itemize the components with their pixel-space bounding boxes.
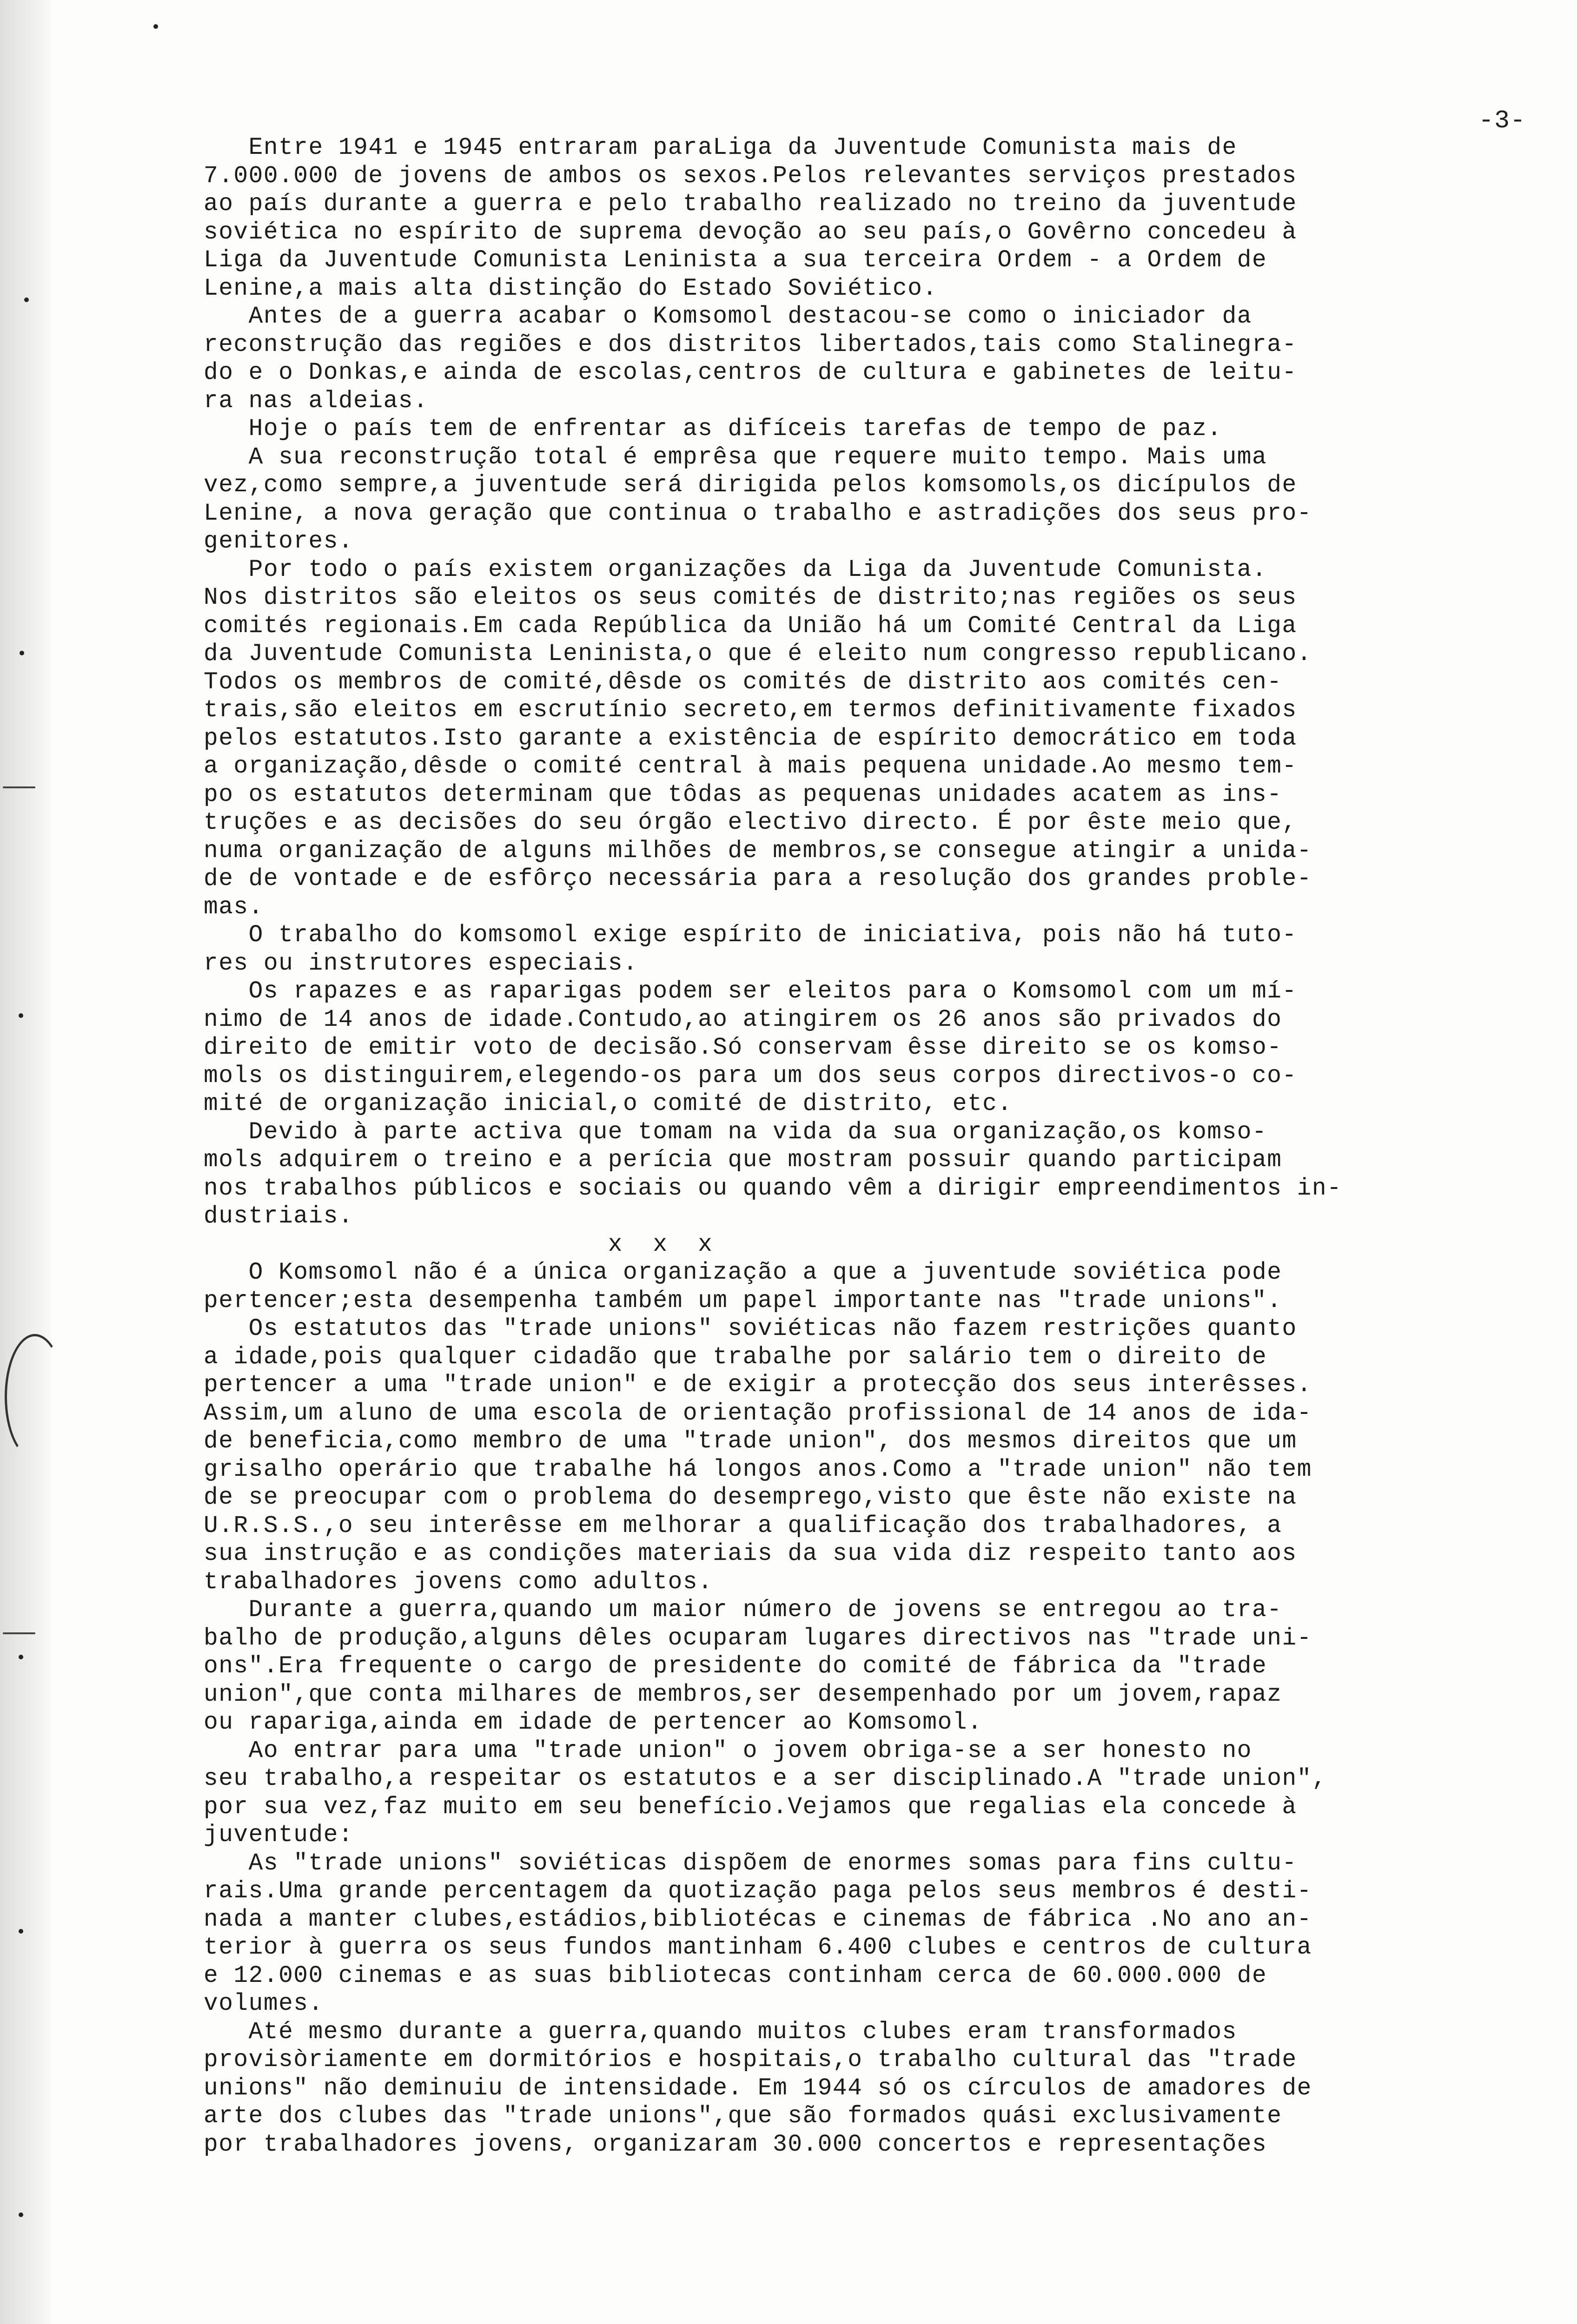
text-line: As "trade unions" soviéticas dispõem de enormes somas para fins cultu- <box>204 1849 1297 1877</box>
text-line: de se preocupar com o problema do desemprego,visto que êste não existe na <box>204 1484 1297 1511</box>
text-line: truções e as decisões do seu órgão electivo directo. É por êste meio que, <box>204 809 1297 836</box>
text-line: trais,são eleitos em escrutínio secreto,em termos definitivamente fixados <box>204 696 1297 724</box>
text-line: Devido à parte activa que tomam na vida da sua organização,os komso- <box>204 1118 1267 1146</box>
text-line: Lenine,a mais alta distinção do Estado Soviético. <box>204 274 938 302</box>
text-line: O trabalho do komsomol exige espírito de iniciativa, pois não há tuto- <box>204 921 1297 949</box>
text-line: ra nas aldeias. <box>204 387 429 415</box>
text-line: ou rapariga,ainda em idade de pertencer ao Komsomol. <box>204 1709 983 1736</box>
text-line: ons".Era frequente o cargo de presidente do comité de fábrica da "trade <box>204 1652 1267 1680</box>
text-line: 7.000.000 de jovens de ambos os sexos.Pelos relevantes serviços prestados <box>204 162 1297 190</box>
text-line: comités regionais.Em cada República da União há um Comité Central da Liga <box>204 612 1297 640</box>
text-line: nos trabalhos públicos e sociais ou quando vêm a dirigir empreendimentos in- <box>204 1174 1342 1202</box>
margin-dash <box>3 786 35 788</box>
binding-ring-mark <box>5 1334 65 1459</box>
text-line: nada a manter clubes,estádios,bibliotécas e cinemas de fábrica .No ano an- <box>204 1905 1312 1933</box>
text-line: pertencer a uma "trade union" e de exigir a protecção dos seus interêsses. <box>204 1371 1312 1399</box>
text-line: mols adquirem o treino e a perícia que mostram possuir quando participam <box>204 1146 1282 1174</box>
text-line: res ou instrutores especiais. <box>204 949 638 977</box>
text-line: Nos distritos são eleitos os seus comités de distrito;nas regiões os seus <box>204 584 1297 611</box>
text-line: e 12.000 cinemas e as suas bibliotecas continham cerca de 60.000.000 de <box>204 1961 1267 1989</box>
text-line: Liga da Juventude Comunista Leninista a sua terceira Ordem - a Ordem de <box>204 246 1267 274</box>
text-line: juventude: <box>204 1821 354 1849</box>
text-line: provisòriamente em dormitórios e hospitais,o trabalho cultural das "trade <box>204 2046 1297 2073</box>
text-line: ao país durante a guerra e pelo trabalho realizado no treino da juventude <box>204 190 1297 218</box>
text-line: balho de produção,alguns dêles ocuparam lugares directivos nas "trade uni- <box>204 1624 1312 1652</box>
margin-dash <box>3 1632 35 1634</box>
text-line: Entre 1941 e 1945 entraram paraLiga da Juventude Comunista mais de <box>204 134 1237 161</box>
text-line: trabalhadores jovens como adultos. <box>204 1568 713 1596</box>
text-line: A sua reconstrução total é emprêsa que requere muito tempo. Mais uma <box>204 443 1267 471</box>
text-line: pelos estatutos.Isto garante a existência de espírito democrático em toda <box>204 724 1297 752</box>
text-line: seu trabalho,a respeitar os estatutos e a ser disciplinado.A "trade union", <box>204 1765 1327 1792</box>
margin-mark <box>19 1929 23 1934</box>
text-line: por sua vez,faz muito em seu benefício.Vejamos que regalias ela concede à <box>204 1793 1297 1821</box>
text-line: Ao entrar para uma "trade union" o jovem obriga-se a ser honesto no <box>204 1736 1252 1764</box>
body-text <box>204 134 1524 2159</box>
left-edge-shadow <box>0 0 51 2324</box>
text-line: numa organização de alguns milhões de membros,se consegue atingir a unida- <box>204 837 1312 865</box>
text-line: Os rapazes e as raparigas podem ser eleitos para o Komsomol com um mí- <box>204 977 1297 1005</box>
text-line: union",que conta milhares de membros,ser desempenhado por um jovem,rapaz <box>204 1680 1282 1708</box>
text-line: arte dos clubes das "trade unions",que são formados quási exclusivamente <box>204 2102 1282 2130</box>
text-line: terior à guerra os seus fundos mantinham 6.400 clubes e centros de cultura <box>204 1934 1312 1961</box>
text-line: do e o Donkas,e ainda de escolas,centros de cultura e gabinetes de leitu- <box>204 359 1297 386</box>
text-line: da Juventude Comunista Leninista,o que é eleito num congresso republicano. <box>204 640 1312 667</box>
text-line: Lenine, a nova geração que continua o trabalho e astradições dos seus pro- <box>204 499 1312 527</box>
text-line: Durante a guerra,quando um maior número de jovens se entregou ao tra- <box>204 1596 1282 1624</box>
text-line: genitores. <box>204 528 354 555</box>
text-line: por trabalhadores jovens, organizaram 30.000 concertos e representações <box>204 2130 1267 2158</box>
text-line: mité de organização inicial,o comité de distrito, etc. <box>204 1090 1013 1117</box>
text-line: po os estatutos determinam que tôdas as pequenas unidades acatem as ins- <box>204 780 1282 808</box>
text-line: direito de emitir voto de decisão.Só conservam êsse direito se os komso- <box>204 1034 1282 1061</box>
text-line: U.R.S.S.,o seu interêsse em melhorar a qualificação dos trabalhadores, a <box>204 1512 1282 1539</box>
text-line: mols os distinguirem,elegendo-os para um dos seus corpos directivos-o co- <box>204 1062 1297 1089</box>
section-separator: x x x <box>204 1230 713 1258</box>
text-line: grisalho operário que trabalhe há longos anos.Como a "trade union" não tem <box>204 1455 1312 1483</box>
text-line: mas. <box>204 893 264 921</box>
text-line: Por todo o país existem organizações da Liga da Juventude Comunista. <box>204 555 1267 583</box>
text-line: soviética no espírito de suprema devoção ao seu país,o Govêrno concedeu à <box>204 218 1297 246</box>
text-line: nimo de 14 anos de idade.Contudo,ao atingirem os 26 anos são privados do <box>204 1005 1282 1033</box>
text-line: de de vontade e de esfôrço necessária para a resolução dos grandes proble- <box>204 865 1312 892</box>
text-line: vez,como sempre,a juventude será dirigida pelos komsomols,os dicípulos de <box>204 471 1297 499</box>
text-line: Todos os membros de comité,dêsde os comités de distrito aos comités cen- <box>204 668 1282 696</box>
text-line: Antes de a guerra acabar o Komsomol destacou-se como o iniciador da <box>204 303 1252 330</box>
text-line: de beneficia,como membro de uma "trade union", dos mesmos direitos que um <box>204 1427 1297 1455</box>
page-number: -3- <box>1478 106 1526 135</box>
text-line: Até mesmo durante a guerra,quando muitos clubes eram transformados <box>204 2018 1237 2046</box>
text-line: Os estatutos das "trade unions" soviéticas não fazem restrições quanto <box>204 1315 1297 1342</box>
text-line: pertencer;esta desempenha também um papel importante nas "trade unions". <box>204 1287 1282 1314</box>
margin-mark <box>19 1655 23 1659</box>
punch-hole-mark <box>153 24 158 29</box>
text-line: a idade,pois qualquer cidadão que trabalhe por salário tem o direito de <box>204 1343 1267 1371</box>
text-line: sua instrução e as condições materiais da sua vida diz respeito tanto aos <box>204 1540 1297 1567</box>
text-line: volumes. <box>204 1990 324 2017</box>
text-line: a organização,dêsde o comité central à mais pequena unidade.Ao mesmo tem- <box>204 753 1297 780</box>
text-line: Assim,um aluno de uma escola de orientação profissional de 14 anos de ida- <box>204 1399 1312 1427</box>
margin-mark <box>19 1013 23 1018</box>
text-line: reconstrução das regiões e dos distritos libertados,tais como Stalinegra- <box>204 330 1297 358</box>
text-line: rais.Uma grande percentagem da quotização paga pelos seus membros é desti- <box>204 1877 1312 1905</box>
margin-mark <box>24 297 29 302</box>
text-line: Hoje o país tem de enfrentar as difíceis tarefas de tempo de paz. <box>204 415 1222 442</box>
text-line: unions" não deminuiu de intensidade. Em 1944 só os círculos de amadores de <box>204 2074 1312 2102</box>
margin-mark <box>20 651 24 655</box>
margin-mark <box>19 2212 23 2217</box>
text-line: O Komsomol não é a única organização a que a juventude soviética pode <box>204 1259 1282 1286</box>
text-line: dustriais. <box>204 1202 354 1230</box>
